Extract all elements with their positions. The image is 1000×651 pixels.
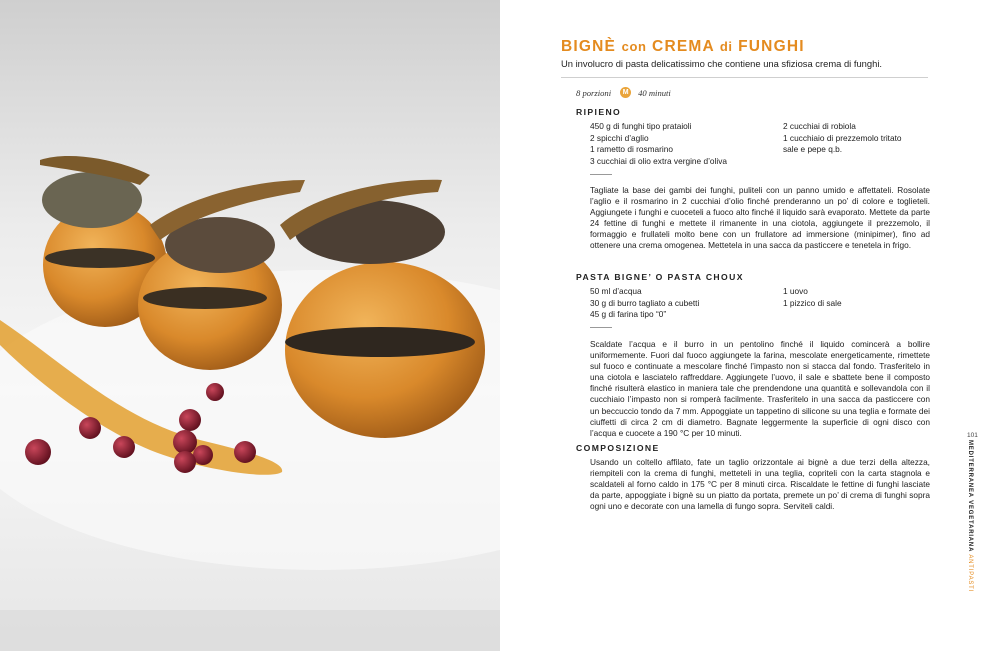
divider	[561, 77, 928, 78]
ingredient: 2 cucchiai di robiola	[783, 121, 856, 131]
ingredient: 1 pizzico di sale	[783, 297, 842, 308]
ingredient: 45 g di farina tipo “0”	[590, 309, 667, 320]
paragraph-choux: Scaldate l’acqua e il burro in un pentolino finché il liquido comincerà a bollire uniformemente. Fuori dal fuoco aggiungete la farina, mescolate energeticamente, rimettete sul fuoco e continuate a mescolare finché l’impasto non si stacca dal fondo. Trasferitelo in una ciotola e lasciatelo raffreddare. Aggiungete l’uovo, il sale e sbattete bene il composto finché risulterà elastico in maniera tale che prendendone una quantità e sollevandola con il cucchiaio l’impasto non si romperà facilmente. Trasferitelo in una sacca da pasticcere con un beccuccio tondo da 7 mm. Appoggiate un tappetino di silicone su una teglia e formate dei ciuffetti di circa 2 cm di diametro. Bagnate leggermente la superficie di ogni disco con l’acqua e cuocete a 190 °C per 10 minuti.	[590, 339, 930, 438]
section-heading-choux: PASTA BIGNE’ O PASTA CHOUX	[576, 272, 744, 282]
ingredient: 3 cucchiai di olio extra vergine d’oliva	[590, 155, 727, 166]
time: 40 minuti	[638, 87, 671, 98]
chapter-title: ANTIPASTI	[967, 554, 973, 593]
difficulty-badge: M	[620, 87, 631, 98]
page-number: 101	[967, 432, 978, 439]
ingredient: 50 ml d’acqua	[590, 286, 642, 296]
subtitle: Un involucro di pasta delicatissimo che contiene una sfiziosa crema di funghi.	[561, 58, 883, 69]
recipe-meta	[576, 87, 671, 98]
divider	[590, 174, 612, 175]
section-heading-ripieno: RIPIENO	[576, 107, 622, 117]
ingredients-ripieno-left	[590, 121, 727, 167]
section-heading-composizione: COMPOSIZIONE	[576, 443, 660, 453]
ingredient: sale e pepe q.b.	[783, 144, 843, 155]
paragraph-composizione: Usando un coltello affilato, fate un taglio orizzontale ai bignè a due terzi della altezza, riempiteli con la crema di funghi, metteteli in una teglia, copriteli con la carta stagnola e scaldateli al forno caldo in 175 °C per 8 minuti circa. Riscaldate le fettine di funghi lasciate da parte, appoggiate i bignè su un piatto da portata, premete un po’ di crema di funghi sopra ogni uno e decorate con una lamella di fungo sopra. Serviteli caldi.	[590, 457, 930, 512]
portions: 8 porzioni	[576, 87, 612, 98]
recipe-page	[500, 0, 1000, 651]
ingredients-ripieno-right	[783, 121, 902, 156]
ingredient: 30 g di burro tagliato a cubetti	[590, 297, 700, 308]
page-title	[561, 38, 805, 56]
title-word-4: di	[719, 39, 733, 54]
ingredients-choux-right	[783, 286, 842, 309]
ingredient: 1 rametto di rosmarino	[590, 144, 674, 155]
title-word-2: con	[621, 39, 647, 54]
ingredient: 1 uovo	[783, 286, 808, 296]
paragraph-ripieno: Tagliate la base dei gambi dei funghi, puliteli con un panno umido e affettateli. Rosolate l’aglio e il rosmarino in 2 cucchiai d’olio finché prenderanno un po’ di colore e toglieteli. Aggiungete i funghi e cuoceteli a fuoco alto finché il liquido sarà evaporato. Mettete da parte 24 fettine di funghi e mettete il rimanente in una ciotola, aggiungete il prezzemolo, il formaggio e frullateli molto bene con un frullatore ad immersione (minipimer), fino ad ottenere una crema omogenea. Mettetela in una sacca da pasticcere e tenetela in frigo.	[590, 185, 930, 251]
title-word-1: BIGNÈ	[561, 38, 617, 55]
ingredient: 2 spicchi d’aglio	[590, 132, 649, 143]
ingredients-choux-left	[590, 286, 699, 321]
title-word-5: FUNGHI	[738, 38, 805, 55]
book-title: MEDITERRANEA VEGETARIANA	[967, 440, 973, 553]
ingredient: 450 g di funghi tipo prataioli	[590, 121, 692, 131]
title-word-3: CREMA	[652, 38, 715, 55]
running-head	[964, 440, 974, 593]
divider	[590, 327, 612, 328]
ingredient: 1 cucchiaio di prezzemolo tritato	[783, 132, 902, 143]
